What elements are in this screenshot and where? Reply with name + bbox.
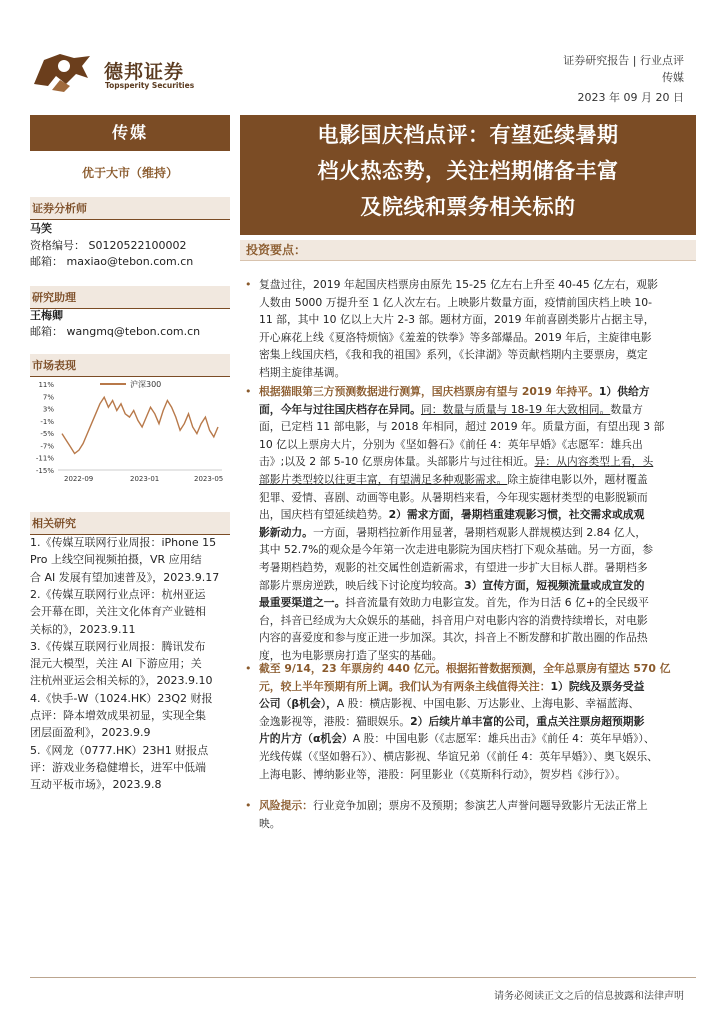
bullet-icon: • [245, 799, 252, 812]
p1-line: 开心麻花上线《夏洛特烦恼》《羞羞的铁拳》等多部爆品。2019 年后，主旋律电影 [259, 330, 652, 344]
title-line: 电影国庆档点评：有望延续暑期 [317, 123, 619, 147]
p2-line: 台，抖音已经成为大众娱乐的基础，抖音用户对电影内容的消费持续增长，对电影 [259, 613, 648, 627]
risk-paragraph [259, 797, 696, 832]
p2-text: 击》;以及 2 部 5-10 亿票房体量。头部影片与过往相近。 [259, 455, 535, 469]
related-item-line: 2.《传媒互联网行业点评：杭州亚运 [30, 587, 206, 601]
y-tick-label: -1% [40, 417, 54, 426]
risk-line: 映。 [259, 816, 281, 830]
footer-disclaimer: 请务必阅读正文之后的信息披露和法律声明 [494, 991, 684, 1002]
paragraph-1 [259, 276, 696, 382]
p1-line: 11 部，其中 10 亿以上大片 2-3 部。题材方面，2019 年前喜剧类影片占据主导， [259, 313, 655, 327]
analyst-email-text[interactable]: 邮箱： maxiao@tebon.com.cn [30, 255, 194, 268]
p2-line: 犯罪、爱情、喜剧、动画等电影。从暑期档来看，今年现实题材类型的电影脱颖而 [259, 490, 648, 504]
analyst-cert: 资格编号： S0120522100002 [30, 239, 187, 252]
p2-line: 内容的喜爱度和参与度正进一步加深。其次，抖音上不断发酵和扩散出圈的作品热 [259, 631, 648, 645]
related-item-line: 会开幕在即，关注文化体育产业链相 [30, 605, 206, 619]
p2-underline: 同：数量与质量与 18-19 年大致相同。 [420, 402, 611, 416]
p2-line: 其中 52.7%的观众是今年第一次走进电影院为国庆档打下观众基础。另一方面，参 [259, 543, 654, 557]
y-tick-label: -7% [40, 442, 54, 451]
p2-text: 数量方 [610, 402, 643, 416]
related-item-line: 5.《网龙（0777.HK）23H1 财报点 [30, 743, 209, 757]
related-item-line: Pro 上线空间视频拍摄，VR 应用结 [30, 553, 202, 567]
risk-text: 行业竞争加剧；票房不及预期；参演艺人声誉问题导致影片无法正常上 [312, 799, 648, 812]
p2-text: 除主旋律电影以外，题材覆盖 [507, 472, 648, 486]
p3-text: 金逸影视等，港股：猫眼娱乐。 [259, 714, 411, 728]
p2-line: 面，已定档 11 部电影，与 2018 年相同，超过 2019 年。质量方面，有望出现 3 部 [259, 420, 665, 434]
analyst-email[interactable] [30, 253, 193, 269]
related-item-line: 4.《快手-W（1024.HK）23Q2 财报 [30, 691, 213, 705]
p3-bold: 2）后续片单丰富的公司，重点关注票房超预期影 [410, 714, 645, 728]
p3-bold: 公司（β机会）， [259, 697, 337, 711]
p2-text: 抖音流量有效助力电影宣发。首先，作为日活 6 亿+的全民级平 [345, 596, 649, 610]
x-tick-label: 2023-01 [130, 475, 160, 483]
x-tick-label: 2023-05 [194, 475, 224, 483]
p3-line: 上海电影、博纳影业等，港股：阿里影业（《莫斯科行动》，贺岁档《涉行》）。 [259, 767, 627, 781]
footer-divider [30, 977, 696, 978]
market-chart [30, 374, 230, 486]
p3-bold: 1）院线及票务受益 [550, 679, 645, 693]
p1-line: 密集上线国庆档，《我和我的祖国》系列，《长津湖》等贡献档期内主要票房，奠定 [259, 348, 648, 362]
p2-line: 考暑期档趋势，观影的社交属性创造新需求，有望进一步扩大目标人群。暑期档多 [259, 560, 648, 574]
p2-underline: 部影片类型较以往更丰富，有望满足多种观影需求。 [259, 472, 508, 486]
p2-lead: 根据猫眼第三方预测数据进行测算，国庆档票房有望与 2019 年持平。 [259, 385, 599, 398]
related-item-line: 注杭州亚运会相关标的》，2023.9.10 [30, 674, 213, 688]
analyst-heading: 证券分析师 [30, 197, 230, 220]
series-line-hs300 [62, 397, 218, 453]
bullet-icon: • [245, 278, 252, 291]
analyst-name: 马笑 [30, 222, 52, 235]
assistant-heading: 研究助理 [30, 286, 230, 309]
related-heading: 相关研究 [30, 512, 230, 535]
y-tick-label: 3% [42, 405, 54, 414]
related-item-line: 互动平板市场》，2023.9.8 [30, 778, 162, 792]
title-line: 档火热态势，关注档期储备丰富 [317, 159, 619, 183]
paragraph-3 [259, 660, 696, 783]
y-tick-label: 7% [42, 393, 54, 402]
related-item-line: 3.《传媒互联网行业周报：腾讯发布 [30, 639, 206, 653]
related-item-line: 团层面盈利》，2023.9.9 [30, 726, 151, 740]
p2-bold: 最重要渠道之一。 [259, 596, 346, 610]
brand-name-en: Topsperity Securities [105, 81, 195, 90]
p2-underline: 异：从内容类型上看，头 [534, 455, 654, 469]
p3-line: 光线传媒（《坚如磐石》）、横店影视、华谊兄弟（《前任 4：英年早婚》）、奥飞娱乐、 [259, 749, 658, 763]
x-tick-label: 2022-09 [64, 475, 94, 483]
report-date: 2023 年 09 月 20 日 [577, 91, 684, 104]
p2-text: 一方面，暑期档拉新作用显著，暑期档观影人群规模达到 2.84 亿人， [312, 525, 647, 539]
related-item-line: 混元大模型，关注 AI 下游应用；关 [30, 657, 202, 671]
p3-line: 截至 9/14，23 年票房约 440 亿元。根据拓普数据预测，全年总票房有望达 570 亿 [259, 662, 671, 675]
p2-text: 出，国庆档有望延续趋势。 [259, 508, 389, 522]
bullet-icon: • [245, 385, 252, 398]
brand-logo [30, 50, 98, 92]
bullet-icon: • [245, 662, 252, 675]
market-heading: 市场表现 [30, 354, 230, 377]
risk-label: 风险提示： [259, 799, 313, 812]
p3-text: A 股：横店影视、中国电影、万达影业、上海电影、幸福蓝海、 [336, 697, 640, 711]
invest-heading: 投资要点： [240, 240, 696, 261]
p2-bold: 3）宣传方面，短视频流量或成宣发的 [464, 578, 645, 592]
assistant-email[interactable] [30, 323, 200, 339]
assistant-email-text[interactable]: 邮箱： wangmq@tebon.com.cn [30, 325, 201, 338]
y-tick-label: -11% [35, 454, 54, 463]
related-item-line: 点评：降本增效成果初显，实现全集 [30, 709, 206, 722]
p2-bold: 2）需求方面，暑期档重建观影习惯，社交需求或成观 [388, 508, 645, 522]
report-title [240, 115, 696, 235]
p2-bold: 1）供给方 [598, 385, 650, 398]
sidebar-title: 传媒 [30, 115, 230, 151]
p3-text: A 股：中国电影（《志愿军：雄兵出击》《前任 4：英年早婚》）、 [352, 732, 655, 746]
report-type: 证券研究报告 | 行业点评 [563, 54, 684, 67]
paragraph-2 [259, 383, 696, 665]
title-line: 及院线和票务相关标的 [360, 195, 576, 219]
p2-line: 10 亿以上票房大片，分别为《坚如磐石》《前任 4：英年早婚》《志愿军：雄兵出 [259, 437, 643, 451]
p1-line: 人数由 5000 万提升至 1 亿人次左右。上映影片数量方面，疫情前国庆档上映 10- [259, 295, 653, 309]
y-tick-label: -15% [35, 467, 54, 475]
brand-name: 德邦证券 [104, 61, 185, 83]
report-industry: 传媒 [662, 71, 684, 84]
p3-lead: 元，较上半年预期有所上调。我们认为有两条主线值得关注： [259, 679, 551, 693]
p1-line: 档期主旋律基调。 [259, 365, 346, 379]
p2-bold: 影新动力。 [259, 525, 313, 539]
assistant-name: 王梅卿 [30, 309, 63, 322]
p2-text: 部影片票房逆跌，映后线下讨论度均较高。 [259, 578, 465, 592]
p2-line: 度，也为电影票房打造了坚实的基础。 [259, 648, 443, 662]
y-tick-label: -5% [40, 430, 54, 439]
related-item-line: 合 AI 发展有望加速普及》，2023.9.17 [30, 570, 220, 584]
related-item-line: 1.《传媒互联网行业周报：iPhone 15 [30, 536, 217, 549]
related-item-line: 关标的》，2023.9.11 [30, 622, 136, 636]
p3-bold: 片的片方（α机会） [259, 732, 353, 746]
legend-label: 沪深300 [130, 380, 162, 389]
p1-line: 复盘过往，2019 年起国庆档票房由原先 15-25 亿左右上升至 40-45 亿左右，观影 [259, 278, 658, 291]
p2-bold: 面，今年与过往国庆档存在异同。 [259, 402, 421, 416]
y-tick-label: 11% [38, 381, 54, 389]
related-item-line: 评：游戏业务稳健增长，进军中低端 [30, 760, 206, 774]
rating: 优于大市（维持） [81, 166, 178, 180]
